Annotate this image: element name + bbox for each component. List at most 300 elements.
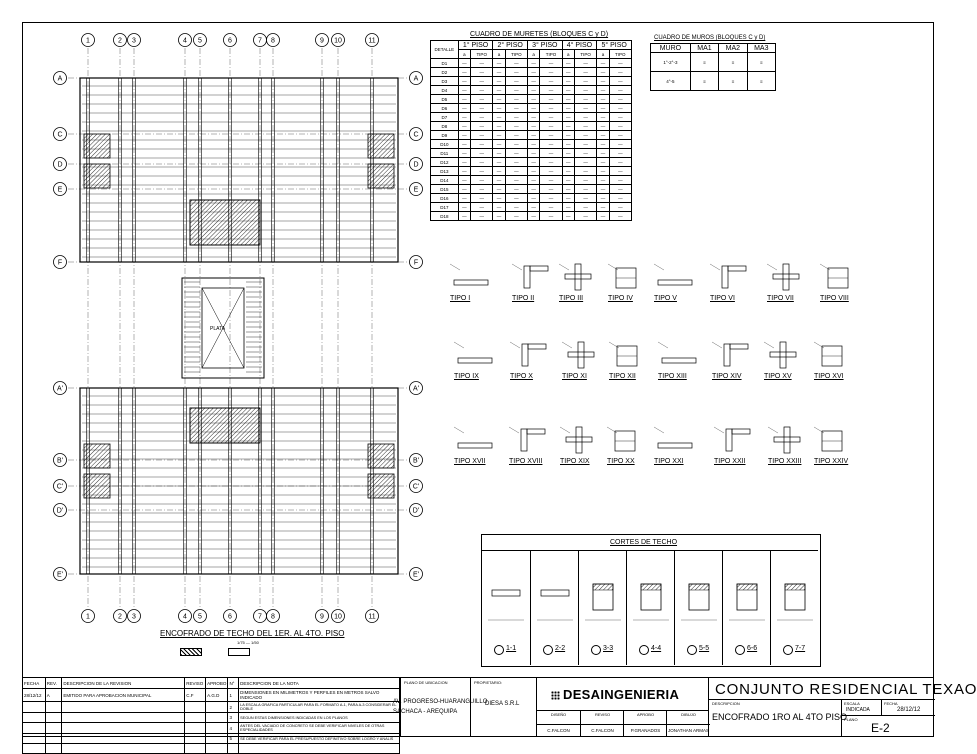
role-name: P.GRANADOS: [630, 728, 661, 733]
table-cell: —: [562, 86, 574, 95]
rev-cell: A.G.D: [206, 689, 228, 702]
table-cell: —: [505, 158, 527, 167]
muros-row-label: 1°-2°-3: [651, 53, 691, 72]
section: [780, 342, 786, 368]
tipo-sketch: [656, 340, 702, 372]
tipo-label: TIPO VI: [710, 295, 735, 302]
tipo-label: TIPO XX: [607, 458, 635, 465]
muros-header: MA2: [719, 44, 747, 53]
tipo-sketch: [558, 425, 604, 457]
tipo-sketch: [708, 262, 754, 294]
table-cell: —: [527, 59, 539, 68]
muretes-title: CUADRO DE MURETES (BLOQUES C y D): [470, 31, 609, 38]
tipo-label: TIPO XXIV: [814, 458, 849, 465]
table-cell: —: [562, 158, 574, 167]
table-cell: —: [597, 158, 609, 167]
table-cell: —: [505, 68, 527, 77]
tipo-label: TIPO IX: [454, 373, 479, 380]
table-cell: —: [574, 185, 596, 194]
table-cell: —: [493, 167, 505, 176]
table-cell: —: [597, 167, 609, 176]
row-label: D18: [431, 212, 459, 221]
table-cell: —: [505, 212, 527, 221]
shear-wall: [84, 444, 110, 468]
table-row: [431, 68, 632, 77]
table-cell: —: [597, 212, 609, 221]
table-cell: —: [493, 122, 505, 131]
grid-bubble-label: 2: [118, 37, 122, 45]
table-cell: —: [540, 113, 562, 122]
rev-cell: [206, 713, 228, 723]
address-line2: SACHACA - AREQUIPA: [393, 709, 458, 715]
shear-wall: [84, 134, 110, 158]
leader: [764, 342, 774, 348]
corte-sketch: [627, 580, 675, 640]
rev-cell: [206, 702, 228, 713]
table-cell: —: [493, 176, 505, 185]
rev-cell: [62, 713, 185, 723]
role-cell: [666, 710, 710, 737]
role-divider: [624, 724, 667, 725]
shear-wall: [368, 444, 394, 468]
desc-sep: [841, 699, 842, 737]
section-top: [737, 584, 757, 590]
table-row: [431, 95, 632, 104]
tipo-label: TIPO II: [512, 295, 535, 302]
table-cell: —: [471, 95, 493, 104]
row-label: D15: [431, 185, 459, 194]
corte-sketch: [675, 580, 723, 640]
grid-bubble-label: 4: [183, 37, 187, 45]
table-cell: —: [562, 104, 574, 113]
table-cell: —: [471, 113, 493, 122]
grid-bubble-label: 7: [258, 37, 262, 45]
floor-header: 3° PISO: [527, 41, 562, 50]
table-cell: —: [597, 149, 609, 158]
table-cell: —: [574, 95, 596, 104]
tipo-sketch: [812, 425, 858, 457]
section: [528, 344, 546, 349]
table-cell: —: [540, 59, 562, 68]
table-cell: —: [574, 167, 596, 176]
tipo-detail: [605, 425, 651, 469]
table-cell: —: [597, 113, 609, 122]
tipo-label: TIPO III: [559, 295, 584, 302]
tipo-label: TIPO I: [450, 295, 471, 302]
table-cell: —: [574, 158, 596, 167]
rev-cell: [62, 744, 185, 754]
table-cell: —: [540, 122, 562, 131]
leader: [654, 427, 664, 433]
table-cell: —: [471, 176, 493, 185]
role-label: DISEÑO: [550, 712, 567, 717]
table-cell: —: [574, 131, 596, 140]
tipo-detail: [452, 425, 498, 469]
table-cell: —: [471, 203, 493, 212]
tipo-detail: [818, 262, 864, 306]
corte-bubble: [494, 645, 504, 655]
tipo-sketch: [812, 340, 858, 372]
propietario-name: DIESA S.R.L: [485, 701, 520, 707]
address-line1: AV. PROGRESO-HUARANGUILLO: [393, 699, 488, 705]
table-cell: —: [574, 140, 596, 149]
section: [728, 266, 746, 271]
section: [524, 266, 530, 288]
rev-cell: [228, 744, 239, 754]
table-row: [431, 158, 632, 167]
table-cell: ≡: [719, 53, 747, 72]
row-label: D7: [431, 113, 459, 122]
table-cell: —: [609, 158, 631, 167]
table-cell: —: [562, 77, 574, 86]
legend-hatch: [180, 648, 202, 656]
table-cell: —: [493, 113, 505, 122]
table-cell: —: [609, 149, 631, 158]
table-cell: —: [493, 68, 505, 77]
fecha-label: FECHA: [884, 701, 898, 706]
tipo-sketch: [606, 262, 652, 294]
table-cell: —: [505, 167, 527, 176]
rev-cell: [185, 734, 206, 744]
muros-header: MA1: [690, 44, 718, 53]
corte-bubble: [735, 645, 745, 655]
row-label: D8: [431, 122, 459, 131]
rev-header: REV.: [45, 678, 62, 689]
table-cell: —: [540, 68, 562, 77]
section: [454, 280, 488, 285]
sub-header: a: [458, 50, 470, 59]
section: [658, 280, 692, 285]
section: [522, 344, 528, 366]
floor-header: 1° PISO: [458, 41, 493, 50]
leader: [560, 427, 570, 433]
table-cell: —: [609, 77, 631, 86]
tipo-sketch: [607, 340, 653, 372]
grid-bubble-label: C': [412, 483, 420, 491]
table-cell: —: [505, 104, 527, 113]
tipo-sketch: [712, 425, 758, 457]
corte-label: 6-6: [747, 645, 758, 652]
table-cell: —: [609, 140, 631, 149]
grid-bubble-label: 1: [86, 613, 90, 621]
corte-sketch: [579, 580, 627, 640]
table-cell: —: [574, 77, 596, 86]
table-cell: —: [493, 149, 505, 158]
table-cell: —: [471, 149, 493, 158]
leader: [562, 342, 572, 348]
table-cell: —: [574, 203, 596, 212]
grid-bubble-label: 8: [271, 37, 275, 45]
table-cell: —: [458, 95, 470, 104]
table-row: [431, 203, 632, 212]
section-top: [785, 584, 805, 590]
table-row: [431, 167, 632, 176]
grid-bubble-label: A': [412, 385, 420, 393]
grid-bubble-label: 8: [271, 613, 275, 621]
ubicacion-label: PLANO DE UBICACION: [404, 680, 448, 685]
tipo-label: TIPO VIII: [820, 295, 849, 302]
corte-cell: [578, 550, 627, 665]
tipo-label: TIPO V: [654, 295, 677, 302]
table-cell: —: [493, 185, 505, 194]
rev-cell: [23, 723, 46, 734]
grid-bubble-label: E': [412, 571, 420, 579]
tipo-detail: [508, 340, 554, 384]
leader: [559, 264, 569, 270]
grid-bubble-label: 3: [132, 613, 136, 621]
grid-bubble-label: 10: [334, 613, 342, 621]
tipo-sketch: [710, 340, 756, 372]
table-cell: —: [609, 194, 631, 203]
rev-header: FECHA: [23, 678, 46, 689]
tipo-label: TIPO XII: [609, 373, 636, 380]
tipo-label: TIPO XXII: [714, 458, 746, 465]
table-cell: —: [505, 149, 527, 158]
tipo-sketch: [448, 262, 494, 294]
section: [576, 427, 582, 453]
table-cell: —: [471, 122, 493, 131]
tipo-sketch: [452, 340, 498, 372]
table-cell: —: [458, 104, 470, 113]
table-cell: —: [540, 194, 562, 203]
table-cell: —: [458, 158, 470, 167]
corte-cell: [482, 550, 530, 665]
table-cell: —: [562, 140, 574, 149]
legend-empty: [228, 648, 250, 656]
table-cell: —: [562, 122, 574, 131]
rev-cell: [45, 702, 62, 713]
table-cell: —: [574, 104, 596, 113]
table-cell: —: [609, 203, 631, 212]
table-cell: —: [540, 95, 562, 104]
leader: [510, 342, 520, 348]
rev-cell: [23, 734, 46, 744]
tipo-sketch: [510, 262, 556, 294]
grid-bubble-label: 9: [320, 613, 324, 621]
sub-header: TIPO: [574, 50, 596, 59]
cortes-panel: [481, 534, 821, 667]
tipo-detail: [710, 340, 756, 384]
table-cell: —: [609, 185, 631, 194]
section: [770, 352, 796, 357]
tipo-detail: [510, 262, 556, 306]
table-cell: —: [493, 95, 505, 104]
table-row: [431, 194, 632, 203]
table-cell: —: [609, 122, 631, 131]
table-cell: —: [574, 122, 596, 131]
logo-icon: [551, 691, 560, 700]
table-cell: —: [574, 212, 596, 221]
grid-bubble-label: 5: [198, 37, 202, 45]
grid-bubble-label: D: [413, 161, 419, 169]
section: [784, 427, 790, 453]
table-cell: —: [540, 140, 562, 149]
table-cell: ≡: [690, 53, 718, 72]
rev-cell: [185, 713, 206, 723]
floor-plan: [50, 28, 430, 658]
tipo-detail: [452, 340, 498, 384]
sub-header: a: [527, 50, 539, 59]
table-cell: —: [471, 167, 493, 176]
note-text: ANTES DEL VACIADO DE CONCRETO SE DEBE VERIFICAR NIVELES DE OTRAS ESPECIALIDADES: [239, 723, 400, 734]
table-cell: —: [493, 140, 505, 149]
leader: [454, 342, 464, 348]
table-row: [431, 59, 632, 68]
escala-label: ESCALA: [844, 701, 860, 706]
section-top: [689, 584, 709, 590]
tipo-detail: [560, 340, 606, 384]
section: [568, 352, 594, 357]
table-cell: —: [458, 176, 470, 185]
row-label: D12: [431, 158, 459, 167]
table-row: [431, 212, 632, 221]
table-cell: —: [471, 77, 493, 86]
table-cell: —: [493, 203, 505, 212]
sub-header: a: [597, 50, 609, 59]
table-cell: —: [540, 212, 562, 221]
table-cell: —: [471, 68, 493, 77]
table-cell: —: [597, 77, 609, 86]
table-cell: —: [597, 185, 609, 194]
tipo-detail: [652, 262, 698, 306]
table-cell: —: [527, 77, 539, 86]
propietario-label: PROPIETARIO:: [474, 680, 503, 685]
tipo-label: TIPO XVI: [814, 373, 844, 380]
table-cell: —: [609, 68, 631, 77]
leader: [767, 264, 777, 270]
section: [730, 344, 748, 349]
role-name: C.FALCON: [547, 728, 570, 733]
floor-header: 2° PISO: [493, 41, 528, 50]
table-cell: —: [471, 194, 493, 203]
note-text: SE DEBE VERIFICAR PARA EL PRESUPUESTO DEFINITIVO SOBRE LOGRO Y ANALIS: [239, 734, 400, 744]
corte-bubble: [543, 645, 553, 655]
table-cell: —: [527, 194, 539, 203]
corte-label: 7-7: [795, 645, 806, 652]
rev-header: APROBO: [206, 678, 228, 689]
row-label: D17: [431, 203, 459, 212]
table-cell: —: [562, 95, 574, 104]
rev-cell: [206, 734, 228, 744]
section: [492, 590, 520, 596]
table-cell: —: [493, 158, 505, 167]
grid-bubble-label: D: [57, 161, 63, 169]
sub-header: a: [562, 50, 574, 59]
table-row: [651, 72, 776, 91]
floor-header: 4° PISO: [562, 41, 597, 50]
grid-bubble-label: C: [413, 131, 419, 139]
row-label: D3: [431, 77, 459, 86]
corte-cell: [674, 550, 723, 665]
grid-bubble-label: D': [56, 507, 64, 515]
row-label: D14: [431, 176, 459, 185]
table-cell: —: [527, 149, 539, 158]
corte-bubble: [687, 645, 697, 655]
tipo-sketch: [560, 340, 606, 372]
table-cell: —: [562, 194, 574, 203]
muros-header: MA3: [747, 44, 775, 53]
note-number: 3: [228, 713, 239, 723]
row-label: D13: [431, 167, 459, 176]
escala-value: INDICADA: [846, 707, 870, 713]
table-row: [651, 53, 776, 72]
table-cell: —: [527, 140, 539, 149]
tipo-sketch: [766, 425, 812, 457]
rev-cell: [45, 734, 62, 744]
table-cell: —: [597, 68, 609, 77]
table-cell: —: [458, 77, 470, 86]
table-cell: —: [597, 131, 609, 140]
corte-cell: [770, 550, 819, 665]
leader: [450, 264, 460, 270]
table-cell: —: [458, 194, 470, 203]
project-box: [708, 677, 977, 737]
rev-cell: [62, 723, 185, 734]
grid-bubble-label: 3: [132, 37, 136, 45]
leader: [768, 427, 778, 433]
table-cell: ≡: [690, 72, 718, 91]
table-cell: —: [458, 185, 470, 194]
leader: [712, 342, 722, 348]
sub-header: TIPO: [471, 50, 493, 59]
muros-header: MURO: [651, 44, 691, 53]
table-cell: —: [505, 113, 527, 122]
tipo-label: TIPO VII: [767, 295, 794, 302]
corte-cell: [626, 550, 675, 665]
table-cell: —: [471, 185, 493, 194]
corte-sketch: [531, 580, 579, 640]
grid-bubble-label: E: [57, 186, 63, 194]
tipo-detail: [765, 262, 811, 306]
rev-cell: 28/12/12: [23, 689, 46, 702]
table-cell: —: [562, 131, 574, 140]
shear-wall: [368, 474, 394, 498]
tipo-label: TIPO XVIII: [509, 458, 543, 465]
table-cell: —: [540, 77, 562, 86]
grid-bubble-label: D': [412, 507, 420, 515]
table-cell: —: [597, 104, 609, 113]
grid-bubble-label: 6: [228, 613, 232, 621]
section: [722, 266, 728, 288]
role-divider: [581, 724, 624, 725]
section: [578, 342, 584, 368]
plano-number: E-2: [871, 721, 890, 735]
section: [774, 437, 800, 442]
grid-bubble-label: 9: [320, 37, 324, 45]
table-cell: —: [471, 212, 493, 221]
muros-table: [650, 43, 776, 91]
table-row: [431, 86, 632, 95]
table-cell: —: [471, 140, 493, 149]
role-label: APROBO: [636, 712, 655, 717]
grid-bubble-label: E': [56, 571, 64, 579]
table-cell: —: [597, 86, 609, 95]
table-cell: —: [505, 131, 527, 140]
table-cell: —: [540, 185, 562, 194]
table-row: [431, 149, 632, 158]
corte-label: 5-5: [699, 645, 710, 652]
leader: [710, 264, 720, 270]
table-cell: —: [609, 167, 631, 176]
table-cell: —: [609, 95, 631, 104]
tipo-detail: [606, 262, 652, 306]
corte-sketch: [482, 580, 530, 640]
table-cell: —: [574, 86, 596, 95]
section: [724, 344, 730, 366]
core-lower: [190, 408, 260, 443]
leader: [454, 427, 464, 433]
table-cell: —: [527, 95, 539, 104]
